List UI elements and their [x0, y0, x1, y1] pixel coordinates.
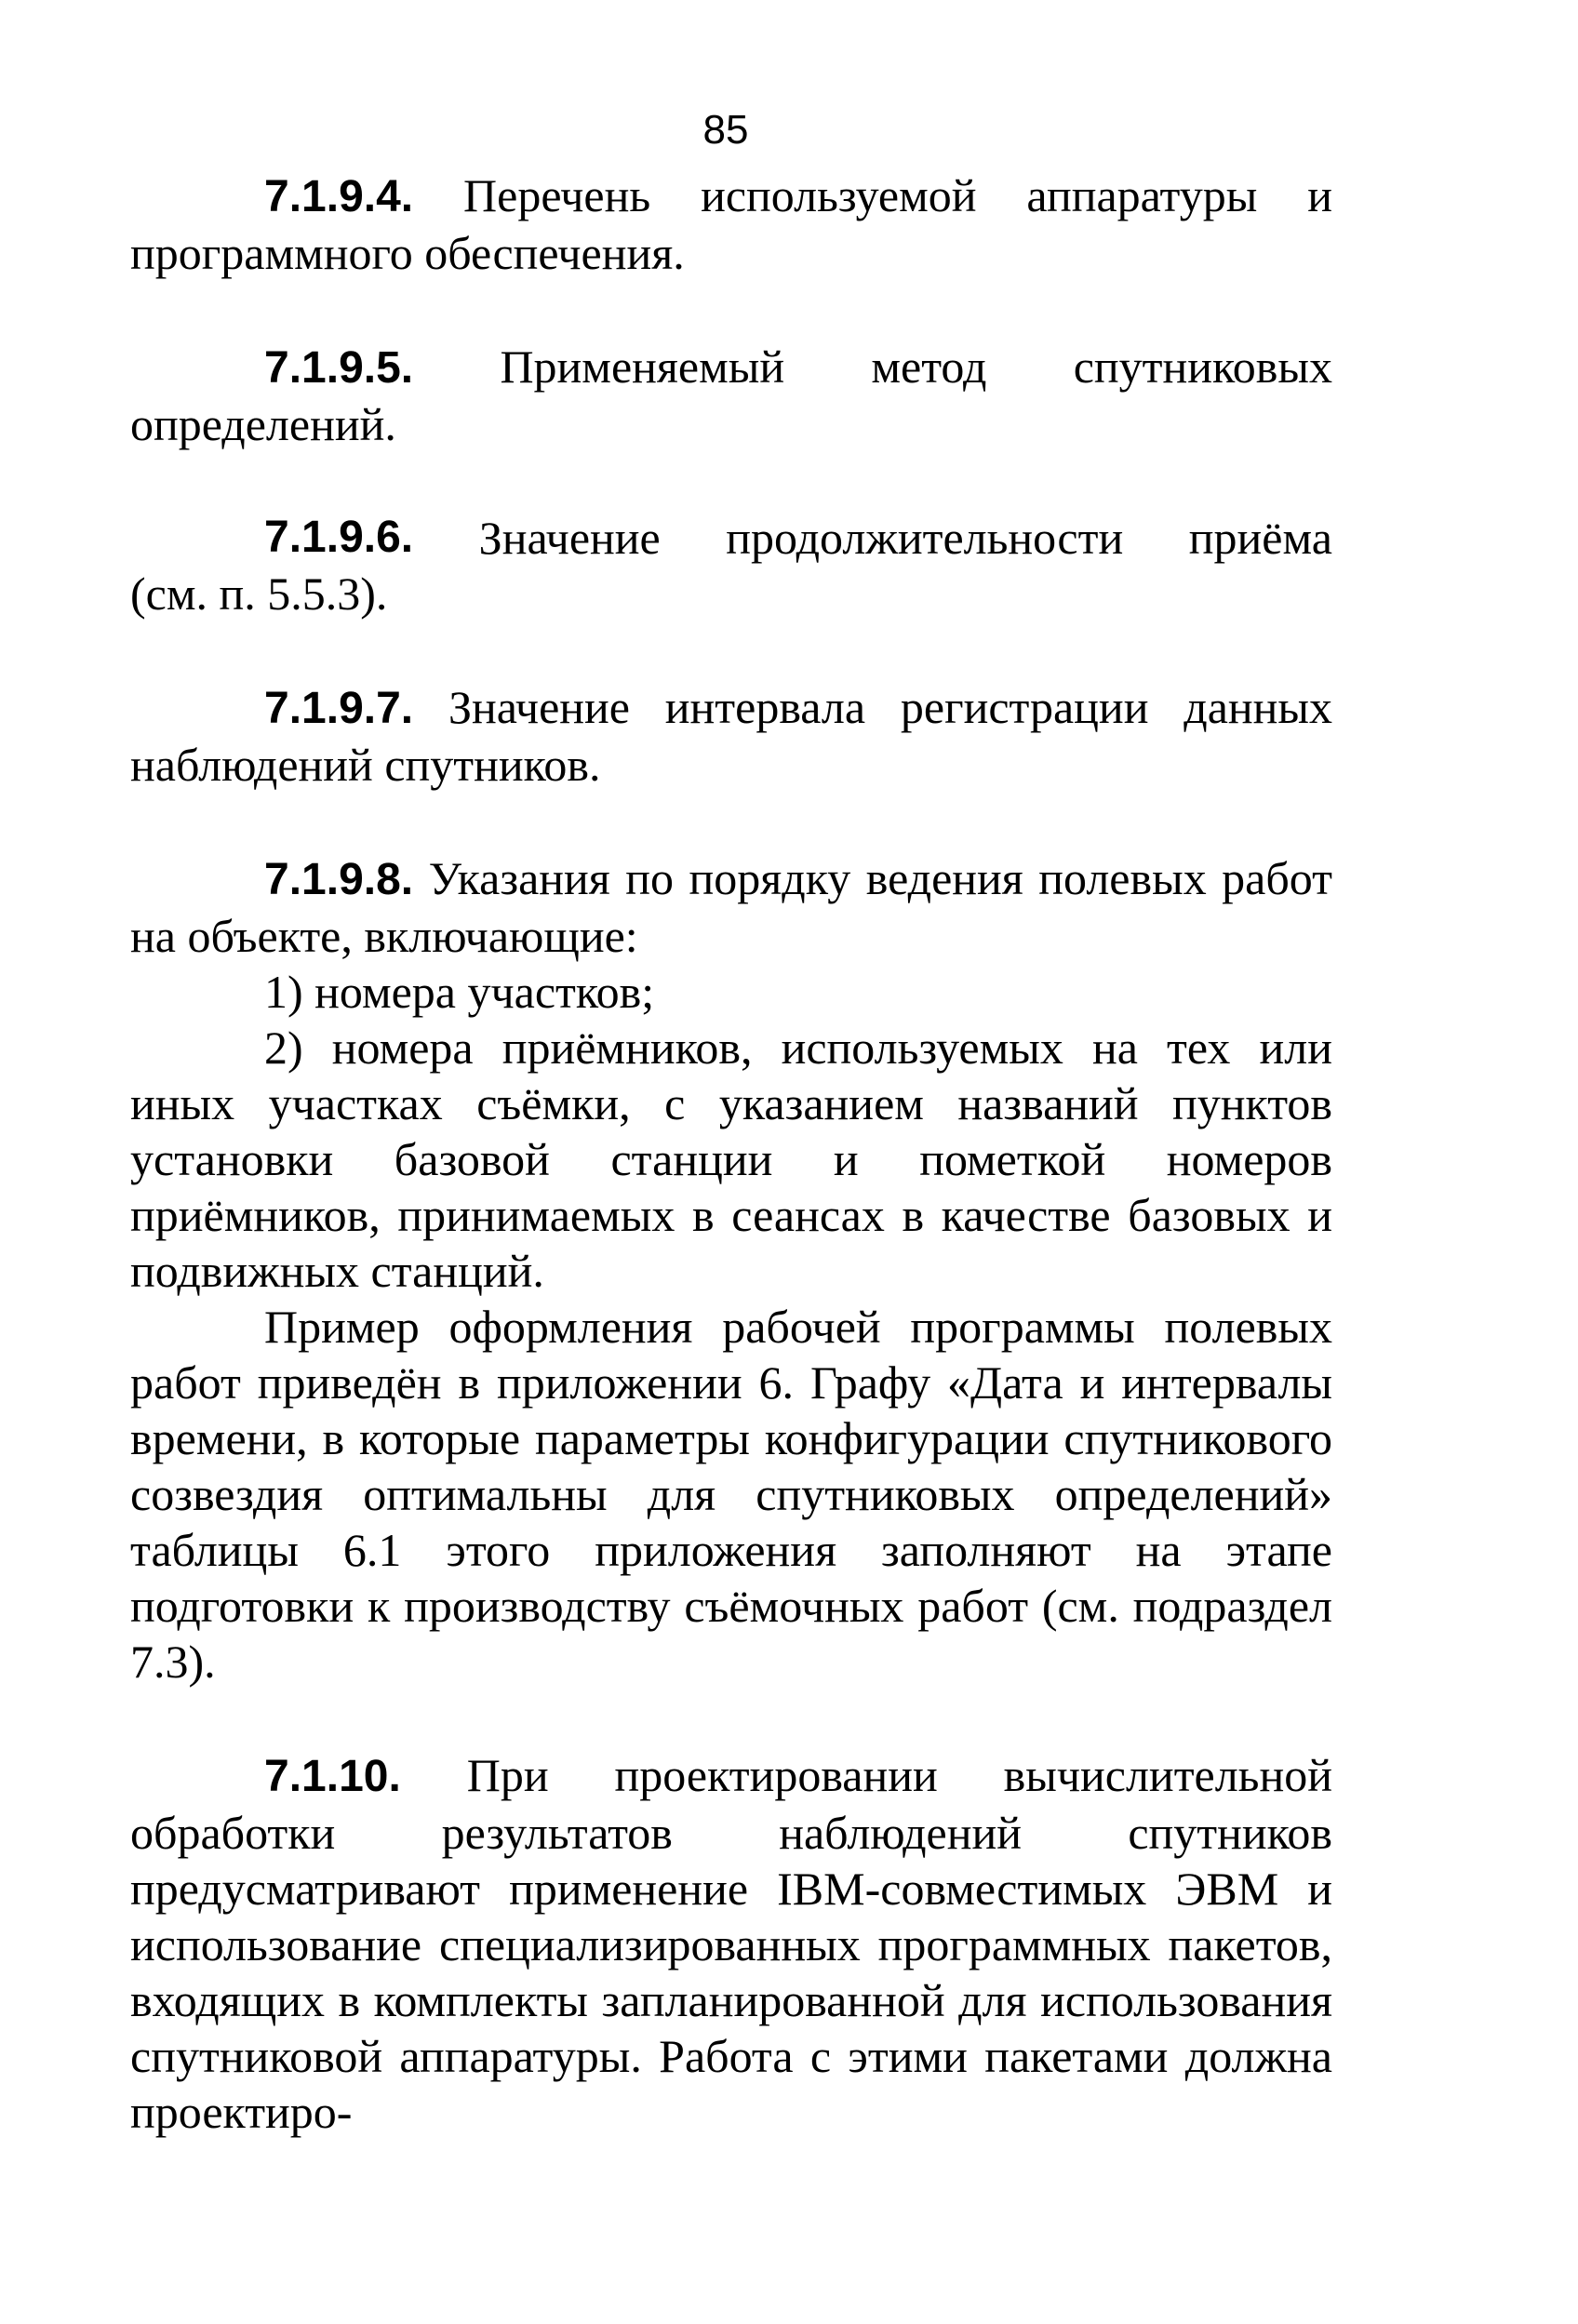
section-7-1-9-8	[130, 850, 1332, 964]
list-item: 1) номера участков;	[264, 966, 655, 1018]
section-first-line	[130, 510, 1332, 566]
section-7-1-9-7	[130, 679, 1332, 793]
section-7-1-9-5	[130, 339, 1332, 452]
section-text: Применяемый метод спутниковых определений.	[130, 341, 1332, 450]
page-body	[130, 167, 1332, 2140]
list-item: 2) номера приёмников, используемых на тех или иных участках съёмки, с указанием названий пунктов установки базовой станции и пометкой номеров приёмников, принимаемых в сеансах в качестве базовых и подвижных станций.	[130, 1022, 1332, 1297]
section-number: 7.1.9.6.	[264, 513, 414, 562]
section-number: 7.1.9.8.	[264, 855, 414, 904]
example-paragraph: Пример оформления рабочей программы полевых работ приведён в приложении 6. Графу «Дата и интервалы времени, в которые параметры конфигурации спутникового созвездия оптимальны для спутниковых определений» таблицы 6.1 этого приложения заполняют на этапе подготовки к производству съёмочных работ (см. подраздел 7.3).	[130, 1301, 1332, 1688]
section-text: Указания по порядку ведения полевых работ на объекте, включающие:	[130, 852, 1332, 962]
section-text: Значение интервала регистрации данных наблюдений спутников.	[130, 681, 1332, 791]
page-number: 85	[702, 107, 749, 153]
section-text: Перечень используемой аппаратуры и программного обеспечения.	[130, 169, 1333, 279]
section-7-1-9-6	[130, 510, 1332, 621]
section-number: 7.1.9.7.	[264, 684, 414, 733]
section-word: продолжительности	[726, 512, 1124, 564]
section-number: 7.1.9.4.	[264, 172, 414, 221]
section-text: При проектировании вычислительной обработки результатов наблюдений спутников предусматривают применение IBM-совместимых ЭВМ и использование специализированных программных пакетов, входящих в комплекты запланированной для использования спутниковой аппаратуры. Работа с этими пакетами должна проектиро-	[130, 1749, 1333, 2138]
section-word: Значение	[478, 512, 661, 564]
section-continuation: (см. п. 5.5.3).	[130, 568, 388, 620]
section-7-1-9-4	[130, 167, 1332, 281]
section-7-1-10	[130, 1747, 1332, 2140]
section-number: 7.1.10.	[264, 1752, 401, 1801]
section-number: 7.1.9.5.	[264, 343, 414, 393]
section-word: приёма	[1188, 512, 1332, 564]
